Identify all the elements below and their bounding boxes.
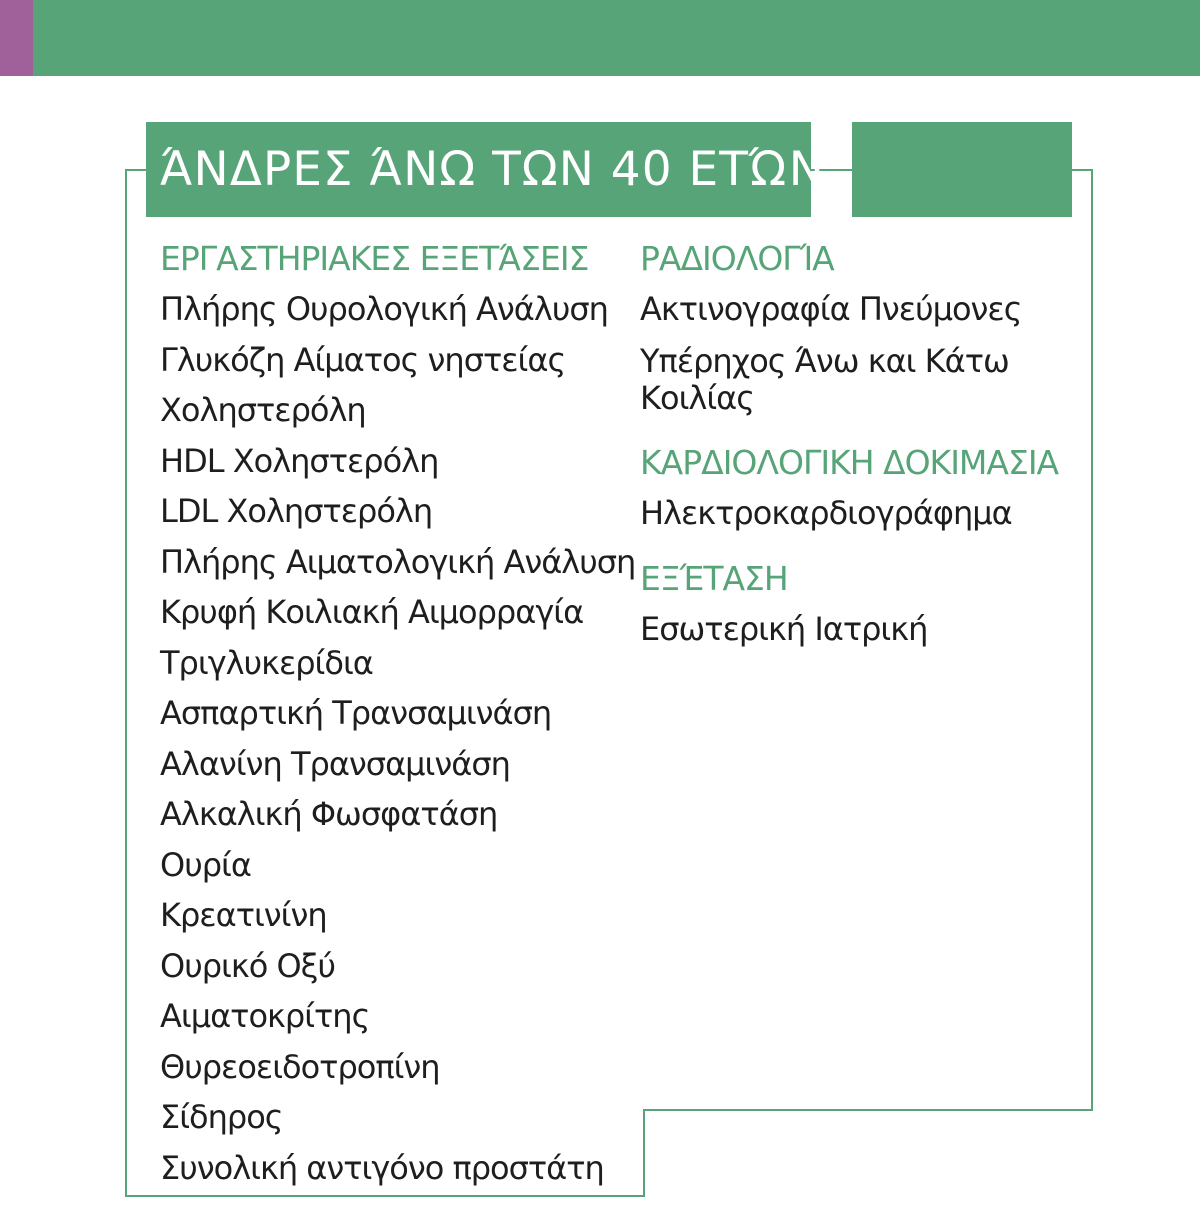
radiology-heading: ΡΑΔΙΟΛΟΓΊΑ — [640, 239, 834, 278]
title-banner — [146, 122, 825, 217]
list-item: Γλυκόζη Αίματος νηστείας — [160, 340, 566, 379]
title-side-block — [852, 122, 1072, 217]
list-item: Ηλεκτροκαρδιογράφημα — [640, 493, 1012, 532]
list-item: Κρεατινίνη — [160, 896, 327, 934]
list-item: HDL Χοληστερόλη — [160, 441, 439, 480]
list-item: Σίδηρος — [160, 1098, 283, 1136]
list-item: Πλήρης Αιματολογική Ανάλυση — [160, 542, 636, 581]
page-title: ΆΝΔΡΕΣ ΆΝΩ ΤΩΝ 40 ΕΤΏΝ — [160, 142, 825, 197]
cardiology-heading: ΚΑΡΔΙΟΛΟΓΙΚΗ ΔΟΚΙΜΑΣΙΑ — [640, 442, 1059, 482]
list-item: Θυρεοειδοτροπίνη — [160, 1047, 440, 1086]
lab-tests-column — [160, 234, 635, 1193]
list-item: Τριγλυκερίδια — [160, 643, 373, 682]
list-item: Ουρικό Οξύ — [160, 946, 335, 985]
lab-tests-heading: ΕΡΓΑΣΤΗΡΙΑΚΕΣ ΕΞΕΤΆΣΕΙΣ — [160, 239, 589, 278]
list-item: Ασπαρτική Τρανσαμινάση — [160, 694, 552, 732]
other-tests-column — [640, 234, 1058, 655]
list-item: LDL Χοληστερόλη — [160, 492, 433, 530]
list-item: Αιματοκρίτης — [160, 997, 370, 1035]
list-item: Εσωτερική Ιατρική — [640, 610, 928, 648]
list-item: Πλήρης Ουρολογική Ανάλυση — [160, 290, 608, 328]
exam-heading: ΕΞΈΤΑΣΗ — [640, 559, 788, 598]
list-item: Αλκαλική Φωσφατάση — [160, 795, 498, 833]
list-item: Συνολική αντιγόνο προστάτη — [160, 1148, 604, 1187]
list-item: Ακτινογραφία Πνεύμονες — [640, 290, 1022, 328]
list-item: Υπέρηχος Άνω και Κάτω Κοιλίας — [640, 341, 1009, 417]
list-item: Αλανίνη Τρανσαμινάση — [160, 744, 510, 783]
list-item: Κρυφή Κοιλιακή Αιμορραγία — [160, 593, 584, 631]
list-item: Ουρία — [160, 845, 251, 884]
list-item: Χοληστερόλη — [160, 391, 366, 429]
